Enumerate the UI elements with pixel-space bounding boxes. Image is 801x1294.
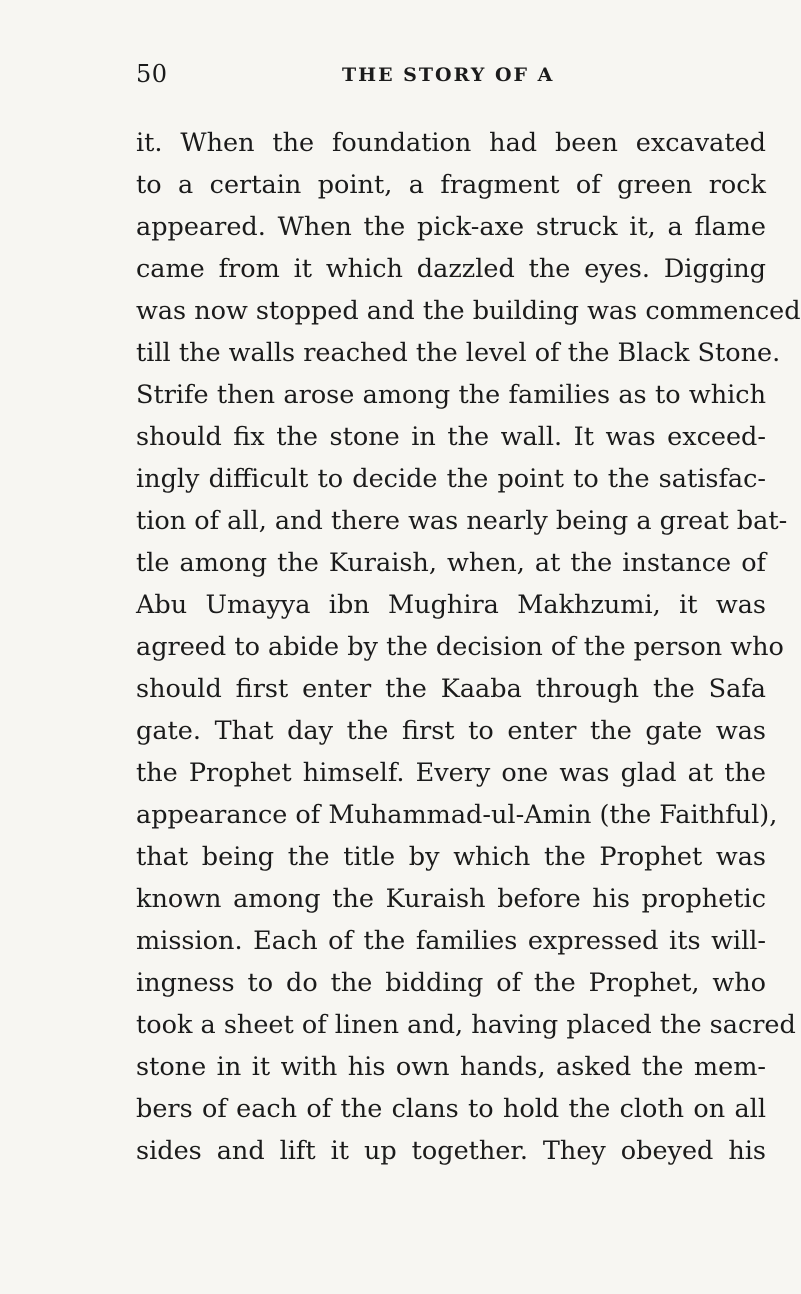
text-line: known among the Kuraish before his prophetic <box>136 884 766 914</box>
text-line: was now stopped and the building was commenced <box>136 296 801 326</box>
text-line: it. When the foundation had been excavated <box>136 128 766 158</box>
text-line: agreed to abide by the decision of the person who <box>136 632 784 662</box>
text-line: sides and lift it up together. They obeyed his <box>136 1136 766 1166</box>
text-line: the Prophet himself. Every one was glad at the <box>136 758 766 788</box>
text-line: ingly difficult to decide the point to the satisfac- <box>136 464 766 494</box>
text-line: tion of all, and there was nearly being a great bat- <box>136 506 788 536</box>
text-line: Strife then arose among the families as to which <box>136 380 766 410</box>
text-line: tle among the Kuraish, when, at the instance of <box>136 548 766 578</box>
page-header <box>136 60 736 90</box>
text-line: took a sheet of linen and, having placed the sacred <box>136 1010 796 1040</box>
text-line: gate. That day the first to enter the gate was <box>136 716 766 746</box>
text-line: stone in it with his own hands, asked the mem- <box>136 1052 766 1082</box>
text-line: appearance of Muhammad-ul-Amin (the Faithful), <box>136 800 778 830</box>
text-line: till the walls reached the level of the Black Stone. <box>136 338 781 368</box>
text-line: bers of each of the clans to hold the cloth on all <box>136 1094 766 1124</box>
text-line: should fix the stone in the wall. It was exceed- <box>136 422 766 452</box>
text-line: should first enter the Kaaba through the Safa <box>136 674 766 704</box>
text-line: that being the title by which the Prophet was <box>136 842 766 872</box>
body-text <box>136 122 801 1172</box>
text-line: mission. Each of the families expressed its will- <box>136 926 766 956</box>
page-number: 50 <box>136 60 168 88</box>
text-line: to a certain point, a fragment of green rock <box>136 170 766 200</box>
running-head: THE STORY OF A <box>342 64 555 86</box>
text-line: ingness to do the bidding of the Prophet, who <box>136 968 766 998</box>
text-line: appeared. When the pick-axe struck it, a flame <box>136 212 766 242</box>
text-line: Abu Umayya ibn Mughira Makhzumi, it was <box>136 590 766 620</box>
text-line: came from it which dazzled the eyes. Digging <box>136 254 766 284</box>
